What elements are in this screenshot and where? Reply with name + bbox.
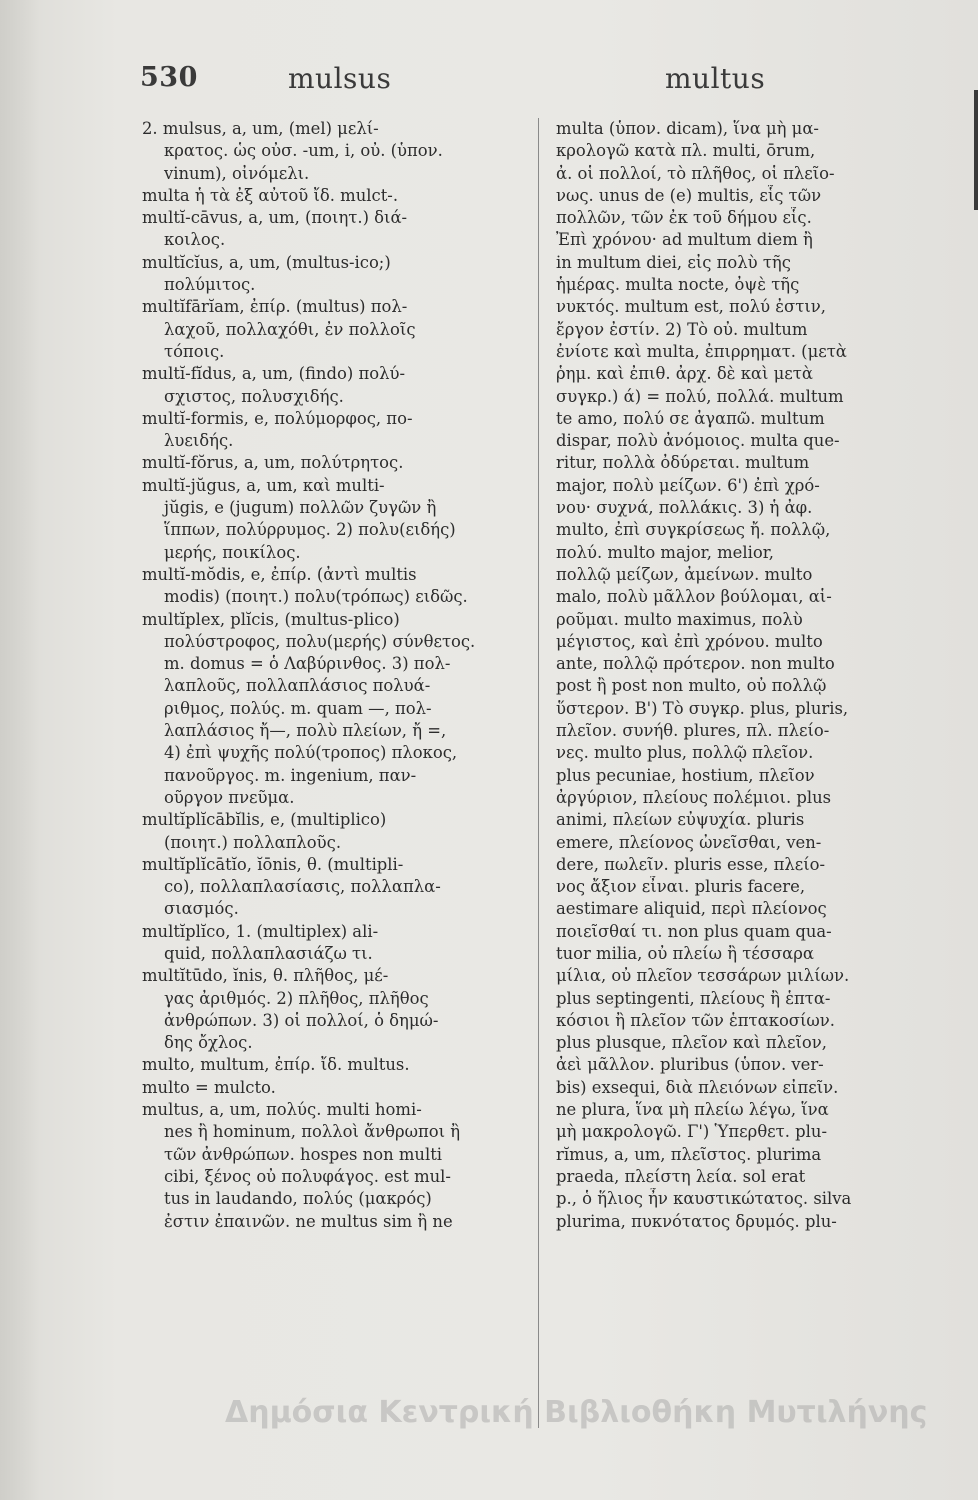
entry-line: σχιστος, πολυσχιδής.: [164, 386, 344, 406]
entry-line: animi, πλείων εὐψυχία. pluris: [556, 810, 805, 830]
entry-line: τόποις.: [164, 341, 225, 361]
entry-line: multĭ-fĭdus, a, um, (findo) πολύ-: [142, 364, 405, 384]
right-running-head: multus: [665, 62, 766, 95]
entry-line: ante, πολλῷ πρότερον. non multo: [556, 654, 835, 674]
entry-line: ἀεὶ μᾶλλον. pluribus (ὑπον. ver-: [556, 1055, 824, 1075]
entry-line: rĭmus, a, um, πλεῖστος. plurima: [556, 1144, 822, 1164]
entry-line: multĭplĭco, 1. (multiplex) ali-: [142, 921, 379, 941]
page-edge-mark: [974, 90, 978, 210]
entry-line: plus pecuniae, hostium, πλεῖον: [556, 765, 815, 785]
entry-line: (ποιητ.) πολλαπλοῦς.: [164, 832, 342, 852]
entry-line: νες. multo plus, πολλῷ πλεῖον.: [556, 743, 814, 763]
entry-line: multĭplex, plĭcis, (multus-plico): [142, 609, 400, 629]
entry-line: multĭ-fŏrus, a, um, πολύτρητος.: [142, 453, 404, 473]
entry-line: multa ἡ τὰ ἐξ αὐτοῦ ἴδ. mulct-.: [142, 185, 399, 205]
entry-line: ὕστερον. Β') Τὸ συγκρ. plus, pluris,: [556, 698, 849, 718]
book-spine-shadow: [0, 0, 40, 1500]
entry-line: πλεῖον. συνήθ. plures, πλ. πλείο-: [556, 721, 830, 741]
entry-line: ἡμέρας. multa nocte, ὀψὲ τῆς: [556, 275, 800, 295]
entry-line: οῦργον πνεῦμα.: [164, 787, 295, 807]
entry-line: νως. unus de (e) multis, εἷς τῶν: [556, 185, 822, 205]
entry-line: μὴ μακρολογῶ. Γ') Ὑπερθετ. plu-: [556, 1122, 827, 1142]
entry-line: νος ἄξιον εἶναι. pluris facere,: [556, 877, 806, 897]
entry-line: ῥημ. καὶ ἐπιθ. ἀρχ. δὲ καὶ μετὰ: [556, 364, 813, 384]
entry-line: major, πολὺ μείζων. 6') ἐπὶ χρό-: [556, 475, 820, 495]
page-header: [140, 62, 780, 102]
entry-line: plurima, πυκνότατος δρυμός. plu-: [556, 1211, 837, 1231]
entry-line: m. domus = ὁ Λαβύρινθος. 3) πολ-: [164, 654, 451, 674]
entry-line: multa (ὑπον. dicam), ἵνα μὴ μα-: [556, 119, 819, 138]
entry-line: multĭplĭcātĭo, ĭōnis, θ. (multipli-: [142, 854, 404, 874]
entry-line: ἀνθρώπων. 3) οἱ πολλοί, ὁ δημώ-: [164, 1010, 439, 1030]
entry-line: dispar, πολὺ ἀνόμοιος. multa que-: [556, 431, 840, 451]
entry-line: ritur, πολλὰ ὀδύρεται. multum: [556, 453, 810, 473]
entry-line: πολύ. multo major, melior,: [556, 542, 774, 562]
entry-line: te amo, πολύ σε ἀγαπῶ. multum: [556, 408, 825, 428]
entry-line: δης ὄχλος.: [164, 1033, 253, 1053]
entry-line: ἵππων, πολύρρυμος. 2) πολυ(ειδής): [164, 520, 456, 540]
entry-line: πολύμιτος.: [164, 275, 256, 295]
entry-line: λαχοῦ, πολλαχόθι, ἐν πολλοῖς: [164, 319, 416, 339]
entry-line: multĭ-formis, e, πολύμορφος, πο-: [142, 408, 413, 428]
entry-line: Ἐπὶ χρόνου· ad multum diem ἢ: [556, 230, 813, 250]
entry-line: multĭ-cāvus, a, um, (ποιητ.) διά-: [142, 208, 408, 228]
entry-line: praeda, πλείστη λεία. sol erat: [556, 1166, 806, 1186]
entry-line: ριθμος, πολύς. m. quam —, πολ-: [164, 698, 432, 718]
entry-line: malo, πολὺ μᾶλλον βούλομαι, αἱ-: [556, 587, 832, 607]
entry-line: tuor milia, οὐ πλείω ἢ τέσσαρα: [556, 943, 814, 963]
entry-line: πολύστροφος, πολυ(μερής) σύνθετος.: [164, 631, 476, 651]
entry-line: vinum), οἰνόμελι.: [164, 163, 310, 183]
entry-line: multĭplĭcābĭlis, e, (multiplico): [142, 810, 387, 830]
column-divider: [538, 118, 539, 1428]
entry-line: multo = mulcto.: [142, 1077, 276, 1097]
entry-line: tus in laudando, πολύς (μακρός): [164, 1189, 432, 1209]
entry-line: post ἢ post non multo, οὐ πολλῷ: [556, 676, 827, 696]
entry-line: nes ἢ hominum, πολλοὶ ἄνθρωποι ἢ: [164, 1122, 461, 1142]
entry-line: co), πολλαπλασίασις, πολλαπλα-: [164, 877, 441, 897]
entry-line: κόσιοι ἢ πλεῖον τῶν ἑπτακοσίων.: [556, 1010, 835, 1030]
entry-line: 2. mulsus, a, um, (mel) μελί-: [142, 119, 379, 138]
entry-line: ἀ. οἱ πολλοί, τὸ πλῆθος, οἱ πλεῖο-: [556, 163, 835, 183]
right-column: [556, 118, 918, 1448]
entry-line: ἔργον ἐστίν. 2) Τὸ οὐ. multum: [556, 319, 808, 339]
entry-line: μερής, ποικίλος.: [164, 542, 301, 562]
entry-line: λυειδής.: [164, 431, 234, 451]
entry-line: ἐστιν ἐπαινῶν. ne multus sim ἢ ne: [164, 1211, 453, 1231]
entry-line: πολλῷ μείζων, ἀμείνων. multo: [556, 564, 813, 584]
left-running-head: mulsus: [288, 62, 392, 95]
page-number: 530: [140, 62, 198, 93]
entry-line: νου· συχνά, πολλάκις. 3) ἡ ἀφ.: [556, 498, 813, 518]
entry-line: multo, ἐπὶ συγκρίσεως ἤ. πολλῷ,: [556, 520, 831, 540]
entry-line: ἐνίοτε καὶ multa, ἐπιρρηματ. (μετὰ: [556, 341, 847, 361]
entry-line: p., ὁ ἥλιος ἦν καυστικώτατος. silva: [556, 1189, 852, 1209]
entry-line: 4) ἐπὶ ψυχῆς πολύ(τροπος) πλοκος,: [164, 743, 458, 763]
entry-line: in multum diei, εἰς πολὺ τῆς: [556, 252, 791, 272]
entry-line: multĭfārĭam, ἐπίρ. (multus) πολ-: [142, 297, 408, 317]
entry-line: μίλια, οὐ πλεῖον τεσσάρων μιλίων.: [556, 966, 850, 986]
entry-line: μέγιστος, καὶ ἐπὶ χρόνου. multo: [556, 631, 823, 651]
entry-line: νυκτός. multum est, πολύ ἐστιν,: [556, 297, 826, 317]
entry-line: quid, πολλαπλασιάζω τι.: [164, 943, 373, 963]
entry-line: λαπλοῦς, πολλαπλάσιος πολυά-: [164, 676, 431, 696]
library-watermark: Δημόσια Κεντρική Βιβλιοθήκη Μυτιλήνης: [225, 1395, 928, 1430]
entry-line: πολλῶν, τῶν ἐκ τοῦ δήμου εἷς.: [556, 208, 812, 228]
entry-line: ἀργύριον, πλείους πολέμιοι. plus: [556, 787, 832, 807]
entry-line: multĭtūdo, ĭnis, θ. πλῆθος, μέ-: [142, 966, 389, 986]
entry-line: κρατος. ὡς οὐσ. -um, i, οὐ. (ὑπον.: [164, 141, 443, 161]
entry-line: multĭ-mŏdis, e, ἐπίρ. (ἀντὶ multis: [142, 564, 417, 584]
entry-line: bis) exsequi, διὰ πλειόνων εἰπεῖν.: [556, 1077, 839, 1097]
entry-line: ροῦμαι. multo maximus, πολὺ: [556, 609, 803, 629]
entry-line: multĭcĭus, a, um, (multus-ico;): [142, 252, 391, 272]
entry-line: ποιεῖσθαί τι. non plus quam qua-: [556, 921, 832, 941]
entry-line: γας ἀριθμός. 2) πλῆθος, πλῆθος: [164, 988, 429, 1008]
entry-line: jŭgis, e (jugum) πολλῶν ζυγῶν ἢ: [164, 498, 437, 518]
entry-line: κρολογῶ κατὰ πλ. multi, ōrum,: [556, 141, 816, 161]
entry-line: κοιλος.: [164, 230, 226, 250]
entry-line: multo, multum, ἐπίρ. ἴδ. multus.: [142, 1055, 410, 1075]
entry-line: λαπλάσιος ἤ—, πολὺ πλείων, ἤ =,: [164, 721, 447, 741]
entry-line: plus plusque, πλεῖον καὶ πλεῖον,: [556, 1033, 827, 1053]
entry-line: συγκρ.) ά) = πολύ, πολλά. multum: [556, 386, 844, 406]
entry-line: emere, πλείονος ὠνεῖσθαι, ven-: [556, 832, 822, 852]
entry-line: τῶν ἀνθρώπων. hospes non multi: [164, 1144, 443, 1164]
entry-line: πανοῦργος. m. ingenium, παν-: [164, 765, 417, 785]
entry-line: multĭ-jŭgus, a, um, καὶ multi-: [142, 475, 385, 495]
entry-line: modis) (ποιητ.) πολυ(τρόπως) ειδῶς.: [164, 587, 468, 607]
entry-line: aestimare aliquid, περὶ πλείονος: [556, 899, 827, 919]
entry-line: ne plura, ἵνα μὴ πλείω λέγω, ἵνα: [556, 1100, 829, 1120]
entry-line: multus, a, um, πολύς. multi homi-: [142, 1100, 422, 1120]
entry-line: plus septingenti, πλείους ἢ ἑπτα-: [556, 988, 831, 1008]
entry-line: dere, πωλεῖν. pluris esse, πλείο-: [556, 854, 826, 874]
entry-line: σιασμός.: [164, 899, 239, 919]
left-column: [142, 118, 517, 1448]
entry-line: cibi, ξένος οὐ πολυφάγος. est mul-: [164, 1166, 451, 1186]
